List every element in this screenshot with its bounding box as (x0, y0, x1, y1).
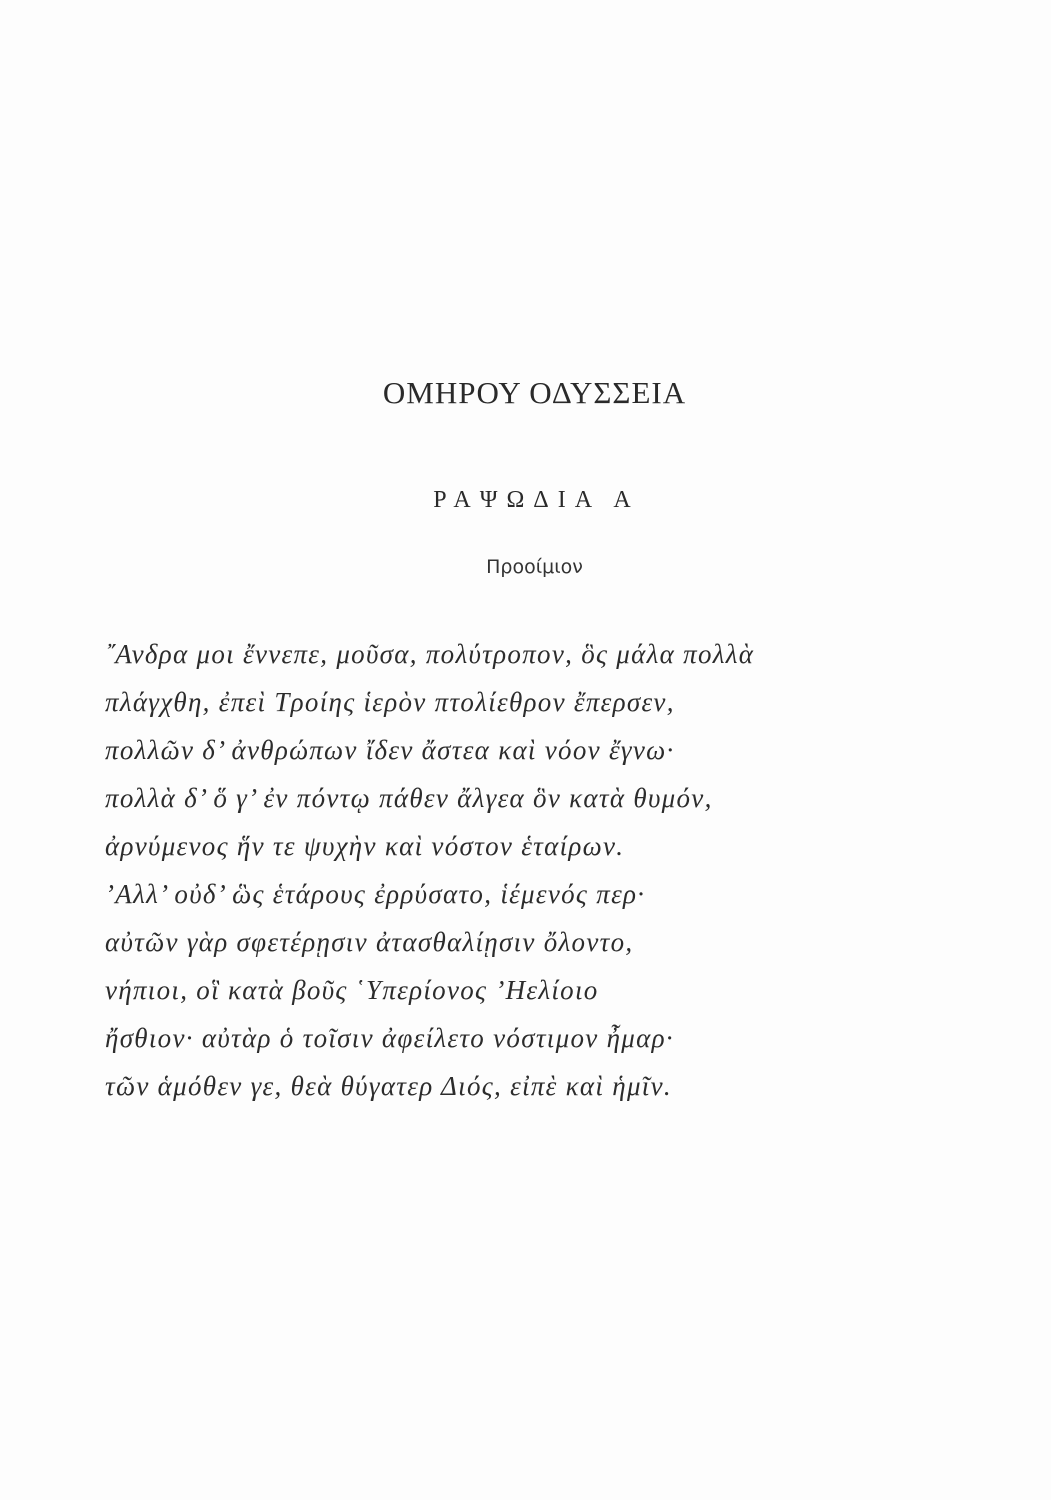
verse-line: τῶν ἁμόθεν γε, θεὰ θύγατερ Διός, εἰπὲ καὶ ἡμῖν. (105, 1071, 672, 1101)
verse-block (105, 630, 1005, 1110)
verse-line: ῎Ανδρα μοι ἔννεπε, μοῦσα, πολύτροπον, ὃς μάλα πολλὰ (105, 639, 755, 669)
book-heading: ΡΑΨΩΔΙΑ Α (433, 487, 640, 513)
work-title: ΟΜΗΡΟΥ ΟΔΥΣΣΕΙΑ (382, 375, 687, 410)
verse-line: ἤσθιον· αὐτὰρ ὁ τοῖσιν ἀφείλετο νόστιμον ἦμαρ· (105, 1023, 674, 1053)
verse-line: πολλῶν δ’ ἀνθρώπων ἴδεν ἄστεα καὶ νόον ἔγνω· (105, 735, 675, 765)
verse-line: ἀρνύμενος ἥν τε ψυχὴν καὶ νόστον ἑταίρων. (105, 831, 625, 861)
verse-line: ’Αλλ’ οὐδ’ ὣς ἑτάρους ἐρρύσατο, ἱέμενός περ· (105, 879, 646, 909)
verse-line: πλάγχθη, ἐπεὶ Τροίης ἱερὸν πτολίεθρον ἔπερσεν, (105, 687, 675, 717)
verse-line: πολλὰ δ’ ὅ γ’ ἐν πόντῳ πάθεν ἄλγεα ὃν κατὰ θυμόν, (105, 783, 713, 813)
section-heading: Προοίμιον (486, 556, 583, 578)
verse-line: νήπιοι, οἳ κατὰ βοῦς ῾Υπερίονος ’Ηελίοιο (105, 975, 599, 1005)
verse-line: αὐτῶν γὰρ σφετέρῃσιν ἀτασθαλίῃσιν ὄλοντο, (105, 927, 634, 957)
